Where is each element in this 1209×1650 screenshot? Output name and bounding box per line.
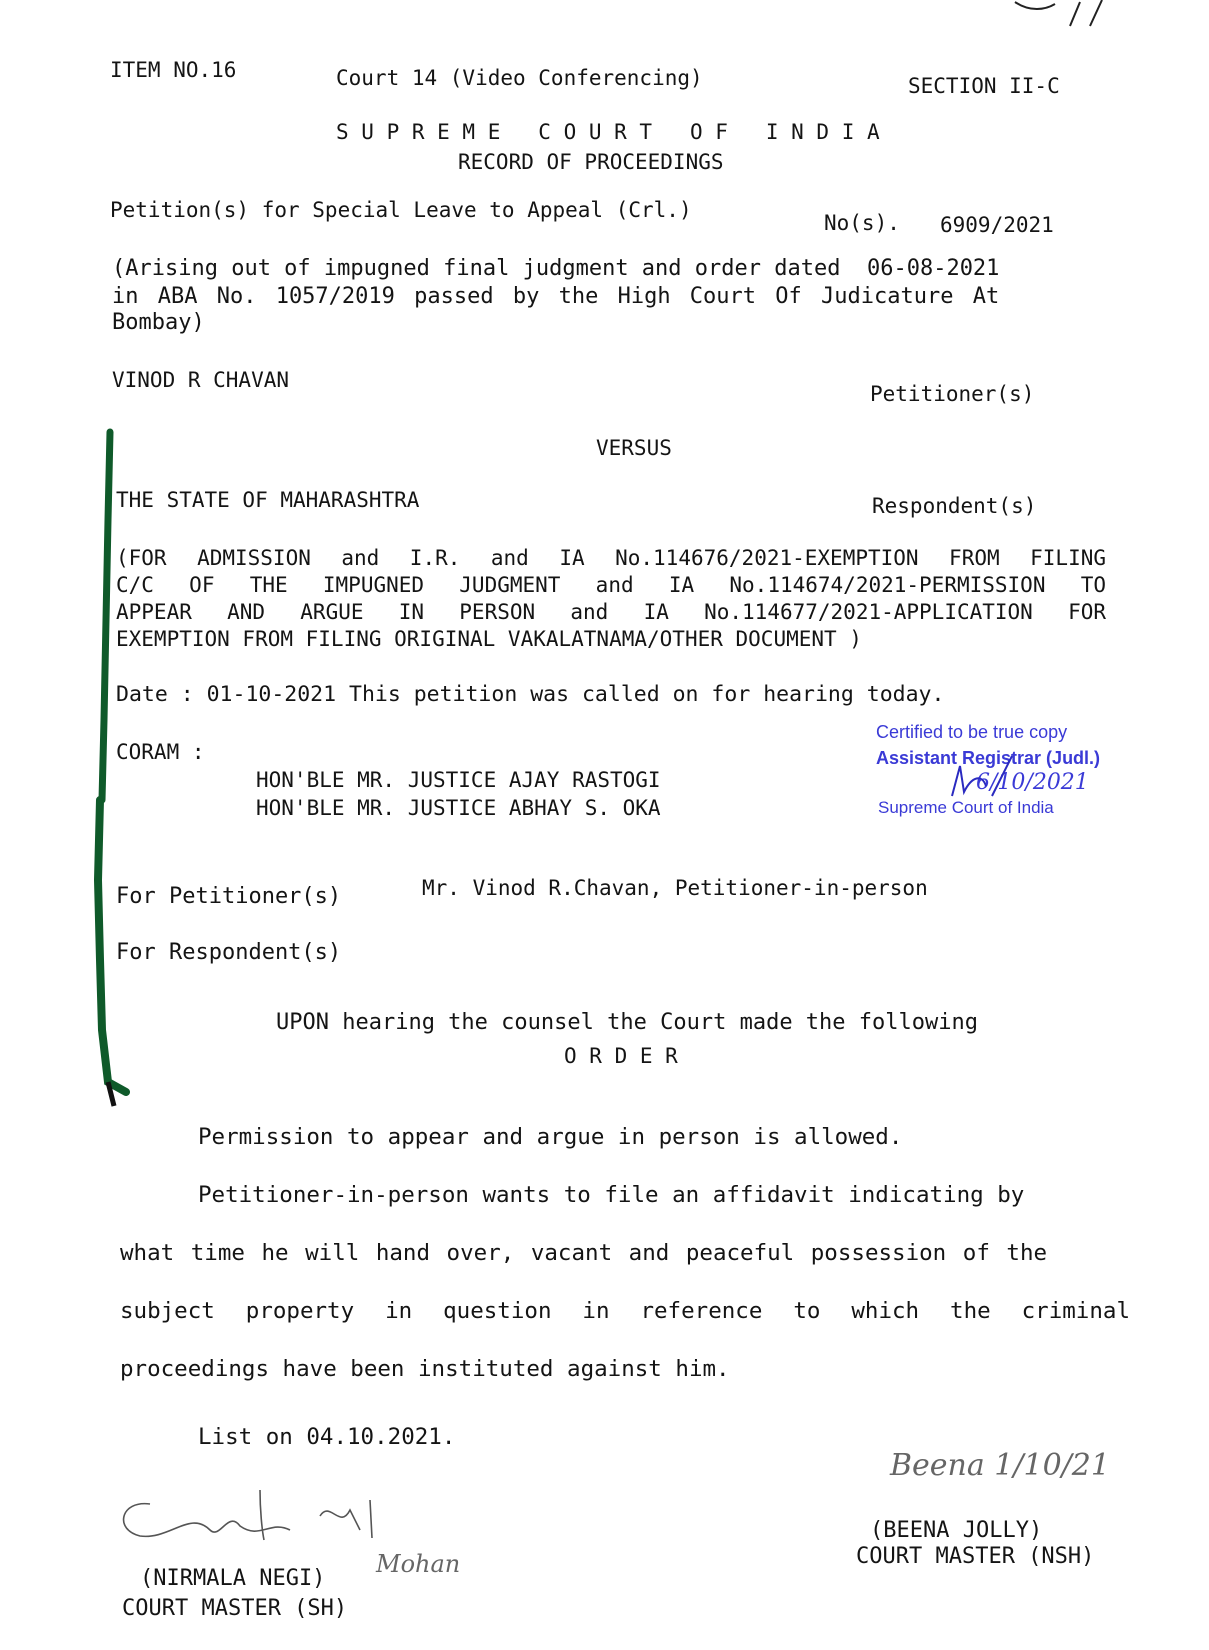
corner-scribble [1010,0,1120,30]
left-handwritten-name: Mohan [376,1550,461,1578]
arising-line-3: Bombay) [112,310,205,335]
coram-label: CORAM : [116,740,205,764]
respondent-role: Respondent(s) [872,494,1037,518]
versus-label: VERSUS [596,436,672,460]
order-para-2-line-3: subject property in question in reference to which the criminal [120,1298,1130,1324]
certified-copy-stamp [872,718,1122,828]
petitioner-name: VINOD R CHAVAN [112,368,290,392]
stamp-signature [942,746,1032,806]
petition-number: 6909/2021 [940,213,1054,237]
stamp-line-3: Supreme Court of India [878,798,1054,817]
applications-line-1: (FOR ADMISSION and I.R. and IA No.114676/2021-EXEMPTION FROM FILING [116,546,1106,570]
arising-line-2: in ABA No. 1057/2019 passed by the High Court Of Judicature At [112,284,1000,309]
court-info: Court 14 (Video Conferencing) [336,66,703,90]
stamp-date: 6/10/2021 [976,770,1089,795]
petitioner-appearance-value: Mr. Vinod R.Chavan, Petitioner-in-person [422,876,928,900]
upon-hearing: UPON hearing the counsel the Court made the following [276,1010,978,1035]
left-signatory-title: COURT MASTER (SH) [122,1596,348,1621]
respondent-name: THE STATE OF MAHARASHTRA [116,488,420,512]
order-title: O R D E R [564,1044,678,1068]
petitioner-role: Petitioner(s) [870,382,1035,406]
court-name: S U P R E M E C O U R T O F I N D I A [336,120,880,144]
list-date: List on 04.10.2021. [198,1424,456,1450]
judge-2: HON'BLE MR. JUSTICE ABHAY S. OKA [256,796,661,820]
order-para-2-line-1: Petitioner-in-person wants to file an affidavit indicating by [198,1182,1025,1208]
stamp-line-2: Assistant Registrar (Judl.) [876,748,1101,768]
item-number: ITEM NO.16 [110,58,237,82]
order-para-2-line-2: what time he will hand over, vacant and peaceful possession of the [120,1240,1048,1266]
petition-label: Petition(s) for Special Leave to Appeal (Crl.) [110,198,692,222]
applications-line-2: C/C OF THE IMPUGNED JUDGMENT and IA No.114674/2021-PERMISSION TO [116,573,1106,597]
petition-no-label: No(s). [824,211,900,235]
hearing-date: Date : 01-10-2021 This petition was called on for hearing today. [116,682,945,707]
left-signatory-name: (NIRMALA NEGI) [140,1566,326,1591]
record-title: RECORD OF PROCEEDINGS [458,150,724,174]
petitioner-appearance-label: For Petitioner(s) [116,884,342,909]
order-para-1: Permission to appear and argue in person is allowed. [198,1124,903,1150]
right-signatory-name: (BEENA JOLLY) [870,1518,1043,1543]
stamp-line-1: Certified to be true copy [876,722,1068,742]
order-para-2-line-4: proceedings have been instituted against him. [120,1356,730,1382]
respondent-appearance-label: For Respondent(s) [116,940,342,965]
applications-line-3: APPEAR AND ARGUE IN PERSON and IA No.114677/2021-APPLICATION FOR [116,600,1106,624]
right-handwritten-signature: Beena 1/10/21 [890,1448,1110,1483]
section-label: SECTION II-C [908,74,1060,98]
judge-1: HON'BLE MR. JUSTICE AJAY RASTOGI [256,768,661,792]
arising-line-1: (Arising out of impugned final judgment and order dated 06-08-2021 [112,256,1000,281]
right-signatory-title: COURT MASTER (NSH) [856,1544,1095,1569]
applications-line-4: EXEMPTION FROM FILING ORIGINAL VAKALATNAMA/OTHER DOCUMENT ) [116,627,862,651]
